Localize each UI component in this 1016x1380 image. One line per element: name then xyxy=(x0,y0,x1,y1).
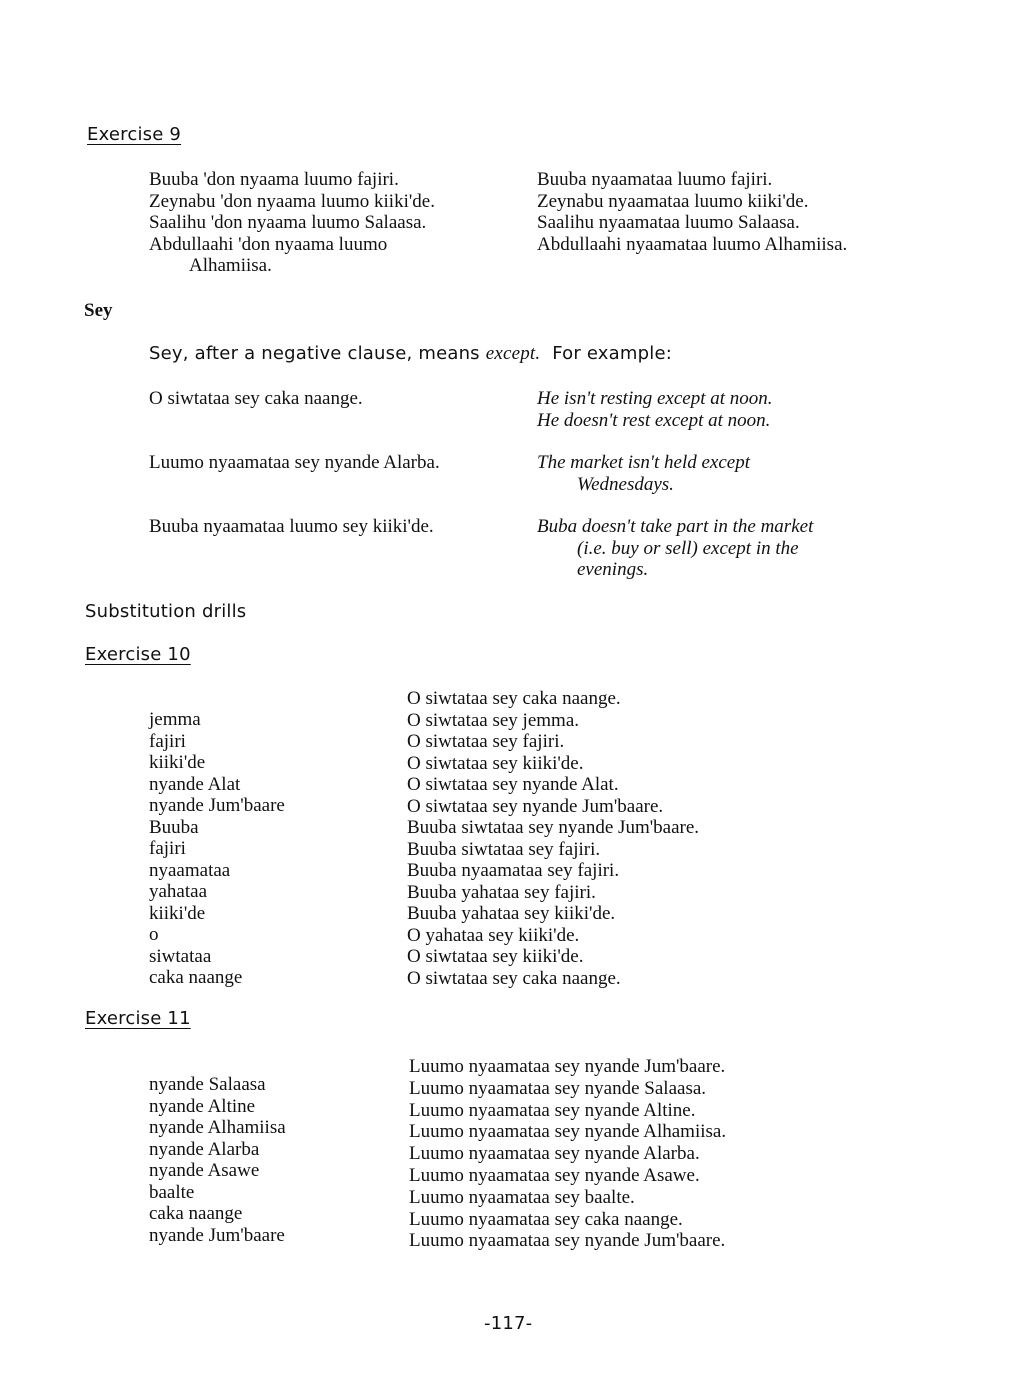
sey-example-english-line: The market isn't held except xyxy=(537,452,750,473)
exercise-9-left-line: Saalihu 'don nyaama luumo Salaasa. xyxy=(149,212,427,233)
sey-heading: Sey xyxy=(84,300,113,321)
response-item: Buuba yahataa sey fajiri. xyxy=(407,881,596,903)
exercise-10-cues xyxy=(149,709,285,989)
sey-example-english-line: Buba doesn't take part in the market xyxy=(537,516,814,537)
response-item: O siwtataa sey jemma. xyxy=(407,709,580,731)
sey-example-english-line: (i.e. buy or sell) except in the xyxy=(577,537,799,559)
response-item: Buuba siwtataa sey nyande Jum'baare. xyxy=(407,817,700,838)
cue-item: nyande Asawe xyxy=(149,1160,260,1181)
exercise-9-right-line: Buuba nyaamataa luumo fajiri. xyxy=(537,169,773,190)
exercise-9-left-column xyxy=(149,169,435,277)
cue-item: caka naange xyxy=(149,1203,243,1224)
sey-intro-text: Sey, after a negative clause, means xyxy=(149,343,486,364)
response-item: O siwtataa sey fajiri. xyxy=(407,731,565,752)
page-number: -117- xyxy=(484,1313,533,1334)
exercise-11-cues xyxy=(149,1074,286,1246)
cue-item: kiiki'de xyxy=(149,752,206,773)
response-item: Luumo nyaamataa sey nyande Altine. xyxy=(409,1099,696,1121)
response-item: Luumo nyaamataa sey caka naange. xyxy=(409,1208,683,1230)
response-item: Luumo nyaamataa sey nyande Jum'baare. xyxy=(409,1230,726,1252)
exercise-9-left-line: Buuba 'don nyaama luumo fajiri. xyxy=(149,169,399,190)
sey-intro-tail: For example: xyxy=(540,343,672,364)
cue-item: fajiri xyxy=(149,838,186,859)
substitution-drills-heading: Substitution drills xyxy=(85,601,247,622)
exercise-11-responses xyxy=(409,1056,726,1252)
response-item: O siwtataa sey nyande Alat. xyxy=(407,774,619,795)
sey-intro-keyword: except. xyxy=(485,343,541,364)
cue-item: yahataa xyxy=(149,881,208,902)
exercise-11-heading: Exercise 11 xyxy=(85,1008,191,1029)
cue-item: nyande Jum'baare xyxy=(149,795,285,816)
exercise-9-right-line: Saalihu nyaamataa luumo Salaasa. xyxy=(537,212,800,233)
sey-example-3-english xyxy=(537,516,813,581)
cue-item: Buuba xyxy=(149,816,199,838)
sey-example-english-line: He doesn't rest except at noon. xyxy=(537,409,771,431)
cue-item: fajiri xyxy=(149,730,186,752)
exercise-10-heading: Exercise 10 xyxy=(85,644,191,665)
response-item: O siwtataa sey caka naange. xyxy=(407,967,621,989)
response-item: Luumo nyaamataa sey nyande Jum'baare. xyxy=(409,1056,726,1077)
cue-item: kiiki'de xyxy=(149,902,206,924)
exercise-9-right-line: Abdullaahi nyaamataa luumo Alhamiisa. xyxy=(537,233,848,255)
sey-example-2-fula: Luumo nyaamataa sey nyande Alarba. xyxy=(149,452,440,473)
cue-item: baalte xyxy=(149,1181,195,1203)
cue-item: nyaamataa xyxy=(149,859,231,881)
sey-example-english-line: He isn't resting except at noon. xyxy=(537,388,773,409)
sey-example-2-english xyxy=(537,452,750,495)
cue-item: caka naange xyxy=(149,967,243,988)
cue-item: siwtataa xyxy=(149,945,212,967)
cue-item: nyande Alat xyxy=(149,773,241,795)
response-item: Buuba nyaamataa sey fajiri. xyxy=(407,860,620,881)
response-item: Luumo nyaamataa sey nyande Alarba. xyxy=(409,1143,700,1165)
response-item: O siwtataa sey caka naange. xyxy=(407,688,621,709)
sey-example-english-line: evenings. xyxy=(577,559,649,580)
exercise-9-right-line: Zeynabu nyaamataa luumo kiiki'de. xyxy=(537,190,809,212)
response-item: Luumo nyaamataa sey nyande Alhamiisa. xyxy=(409,1121,727,1143)
sey-example-1-fula: O siwtataa sey caka naange. xyxy=(149,388,363,409)
exercise-9-left-line: Zeynabu 'don nyaama luumo kiiki'de. xyxy=(149,190,435,212)
cue-item: nyande Jum'baare xyxy=(149,1224,285,1246)
exercise-9-left-line: Alhamiisa. xyxy=(189,255,272,276)
response-item: O siwtataa sey kiiki'de. xyxy=(407,946,584,967)
sey-example-3-fula: Buuba nyaamataa luumo sey kiiki'de. xyxy=(149,516,434,537)
response-item: Buuba yahataa sey kiiki'de. xyxy=(407,903,616,924)
response-item: Luumo nyaamataa sey nyande Salaasa. xyxy=(409,1077,707,1099)
cue-item: nyande Alarba xyxy=(149,1138,260,1160)
sey-example-1-english xyxy=(537,388,773,431)
exercise-9-left-line: Abdullaahi 'don nyaama luumo xyxy=(149,233,388,255)
response-item: O yahataa sey kiiki'de. xyxy=(407,924,580,946)
response-item: Luumo nyaamataa sey nyande Asawe. xyxy=(409,1164,700,1186)
response-item: Luumo nyaamataa sey baalte. xyxy=(409,1186,635,1208)
exercise-9-heading: Exercise 9 xyxy=(87,124,182,145)
cue-item: o xyxy=(149,924,159,945)
sey-intro xyxy=(149,343,672,365)
cue-item: nyande Altine xyxy=(149,1095,256,1117)
response-item: O siwtataa sey kiiki'de. xyxy=(407,752,584,774)
exercise-9-right-column xyxy=(537,169,847,255)
response-item: O siwtataa sey nyande Jum'baare. xyxy=(407,795,664,817)
exercise-10-responses xyxy=(407,688,699,989)
cue-item: nyande Alhamiisa xyxy=(149,1117,286,1138)
cue-item: nyande Salaasa xyxy=(149,1074,266,1095)
sey-example-english-line: Wednesdays. xyxy=(577,473,674,495)
response-item: Buuba siwtataa sey fajiri. xyxy=(407,838,601,860)
cue-item: jemma xyxy=(149,709,201,730)
